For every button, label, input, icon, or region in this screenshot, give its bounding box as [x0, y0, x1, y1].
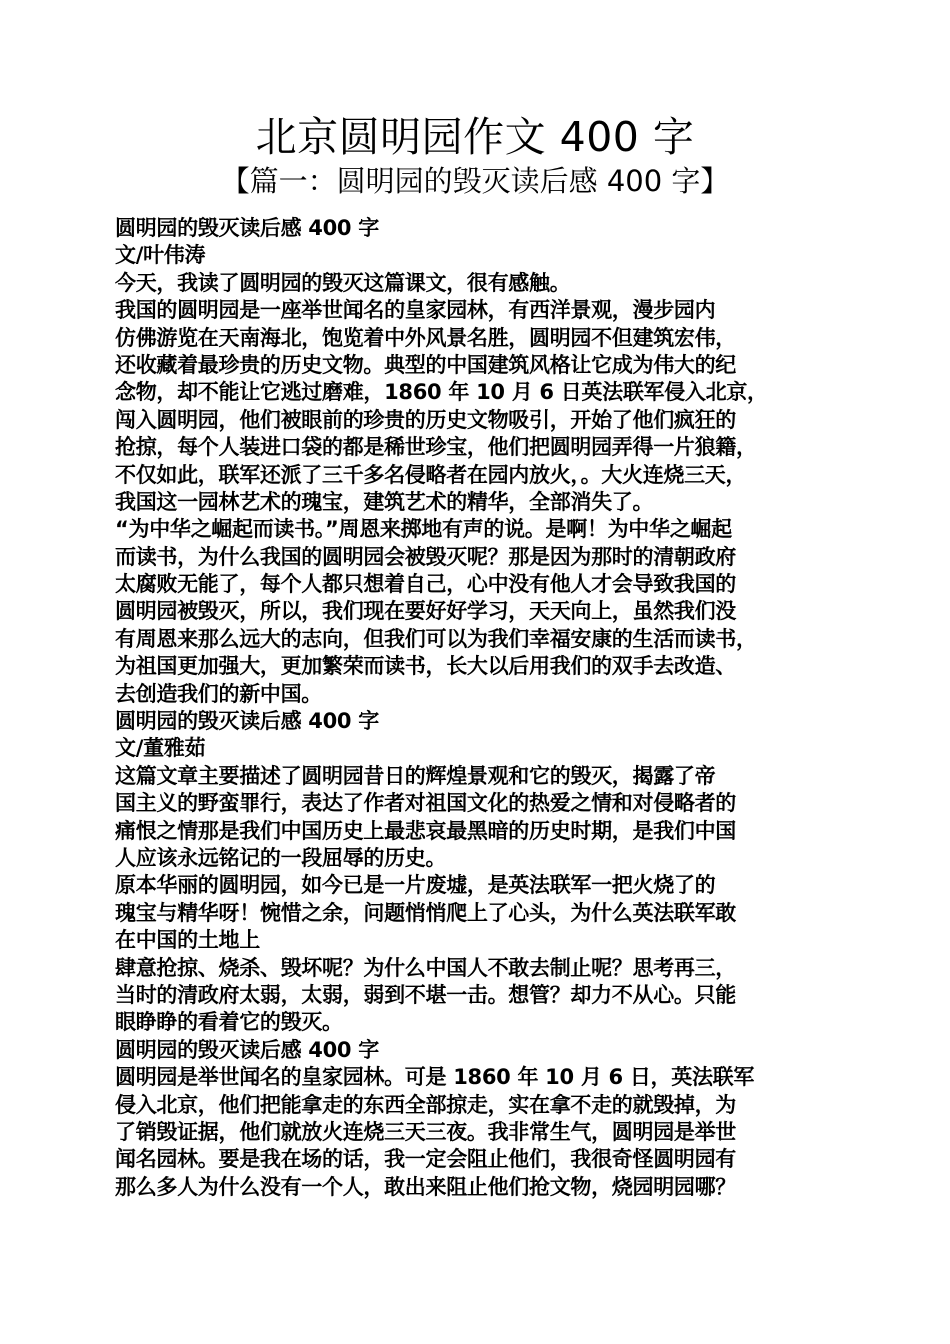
text-line: 圆明园被毁灭，所以，我们现在要好好学习，天天向上，虽然我们没: [115, 599, 736, 624]
text-line: 为祖国更加强大，更加繁荣而读书，长大以后用我们的双手去改造、: [115, 654, 736, 679]
text-line: 眼睁睁的看着它的毁灭。: [115, 1010, 343, 1035]
text-line: 了销毁证据，他们就放火连烧三天三夜。我非常生气，圆明园是举世: [115, 1119, 736, 1144]
text-line: 文/叶伟涛: [115, 243, 206, 268]
text-line: 人应该永远铭记的一段屈辱的历史。: [115, 845, 447, 870]
text-line: 原本华丽的圆明园，如今已是一片废墟，是英法联军一把火烧了的: [115, 873, 716, 898]
document-body: [115, 215, 845, 1201]
text-line: 不仅如此，联军还派了三千多名侵略者在园内放火，。大火连烧三天，: [115, 462, 747, 487]
text-line: 去创造我们的新中国。: [115, 681, 322, 706]
text-line: 而读书，为什么我国的圆明园会被毁灭呢？那是因为那时的清朝政府: [115, 544, 736, 569]
text-line: 肆意抢掠、烧杀、毁坏呢？为什么中国人不敢去制止呢？思考再三，: [115, 955, 736, 980]
text-line: 我国这一园林艺术的瑰宝，建筑艺术的精华，全部消失了。: [115, 489, 654, 514]
text-line: 侵入北京，他们把能拿走的东西全部掠走，实在拿不走的就毁掉，为: [115, 1092, 736, 1117]
text-line: 圆明园的毁灭读后感 400 字: [115, 216, 379, 240]
text-line: 这篇文章主要描述了圆明园昔日的辉煌景观和它的毁灭，揭露了帝: [115, 763, 716, 788]
text-line: 圆明园的毁灭读后感 400 字: [115, 1037, 379, 1062]
text-line: 圆明园的毁灭读后感 400 字: [115, 709, 379, 734]
text-line: 国主义的野蛮罪行，表达了作者对祖国文化的热爱之情和对侵略者的: [115, 791, 736, 816]
text-line: 当时的清政府太弱，太弱，弱到不堪一击。想管？却力不从心。只能: [115, 982, 736, 1007]
text-line: 念物，却不能让它逃过磨难，1860 年 10 月 6 日英法联军侵入北京，: [115, 380, 768, 405]
text-line: 痛恨之情那是我们中国历史上最悲哀最黑暗的历史时期，是我们中国: [115, 818, 736, 843]
text-line: 瑰宝与精华呀！惋惜之余，问题悄悄爬上了心头，为什么英法联军敢: [115, 900, 736, 925]
text-line: 还收藏着最珍贵的历史文物。典型的中国建筑风格让它成为伟大的纪: [115, 352, 736, 377]
document-title: 北京圆明园作文 400 字: [255, 113, 695, 161]
text-line: 圆明园是举世闻名的皇家园林。可是 1860 年 10 月 6 日，英法联军: [115, 1065, 755, 1090]
text-line: 我国的圆明园是一座举世闻名的皇家园林，有西洋景观，漫步园内: [115, 298, 716, 323]
document-subtitle: 【篇一：圆明园的毁灭读后感 400 字】: [220, 164, 730, 198]
text-line: 在中国的土地上: [115, 928, 260, 953]
text-line: 文/董雅茹: [115, 736, 206, 761]
text-line: 那么多人为什么没有一个人，敢出来阻止他们抢文物，烧园明园哪？: [115, 1174, 736, 1199]
text-line: 抢掠，每个人装进口袋的都是稀世珍宝，他们把圆明园弄得一片狼籍，: [115, 435, 757, 460]
text-line: “为中华之崛起而读书。”周恩来掷地有声的说。是啊！为中华之崛起: [115, 517, 732, 542]
text-line: 有周恩来那么远大的志向，但我们可以为我们幸福安康的生活而读书，: [115, 626, 757, 651]
text-line: 闻名园林。要是我在场的话，我一定会阻止他们，我很奇怪圆明园有: [115, 1147, 736, 1172]
text-line: 闯入圆明园，他们被眼前的珍贵的历史文物吸引，开始了他们疯狂的: [115, 407, 736, 432]
text-line: 太腐败无能了，每个人都只想着自己，心中没有他人才会导致我国的: [115, 572, 736, 597]
text-line: 今天，我读了圆明园的毁灭这篇课文，很有感触。: [115, 270, 571, 295]
text-line: 仿佛游览在天南海北，饱览着中外风景名胜，圆明园不但建筑宏伟，: [115, 325, 736, 350]
